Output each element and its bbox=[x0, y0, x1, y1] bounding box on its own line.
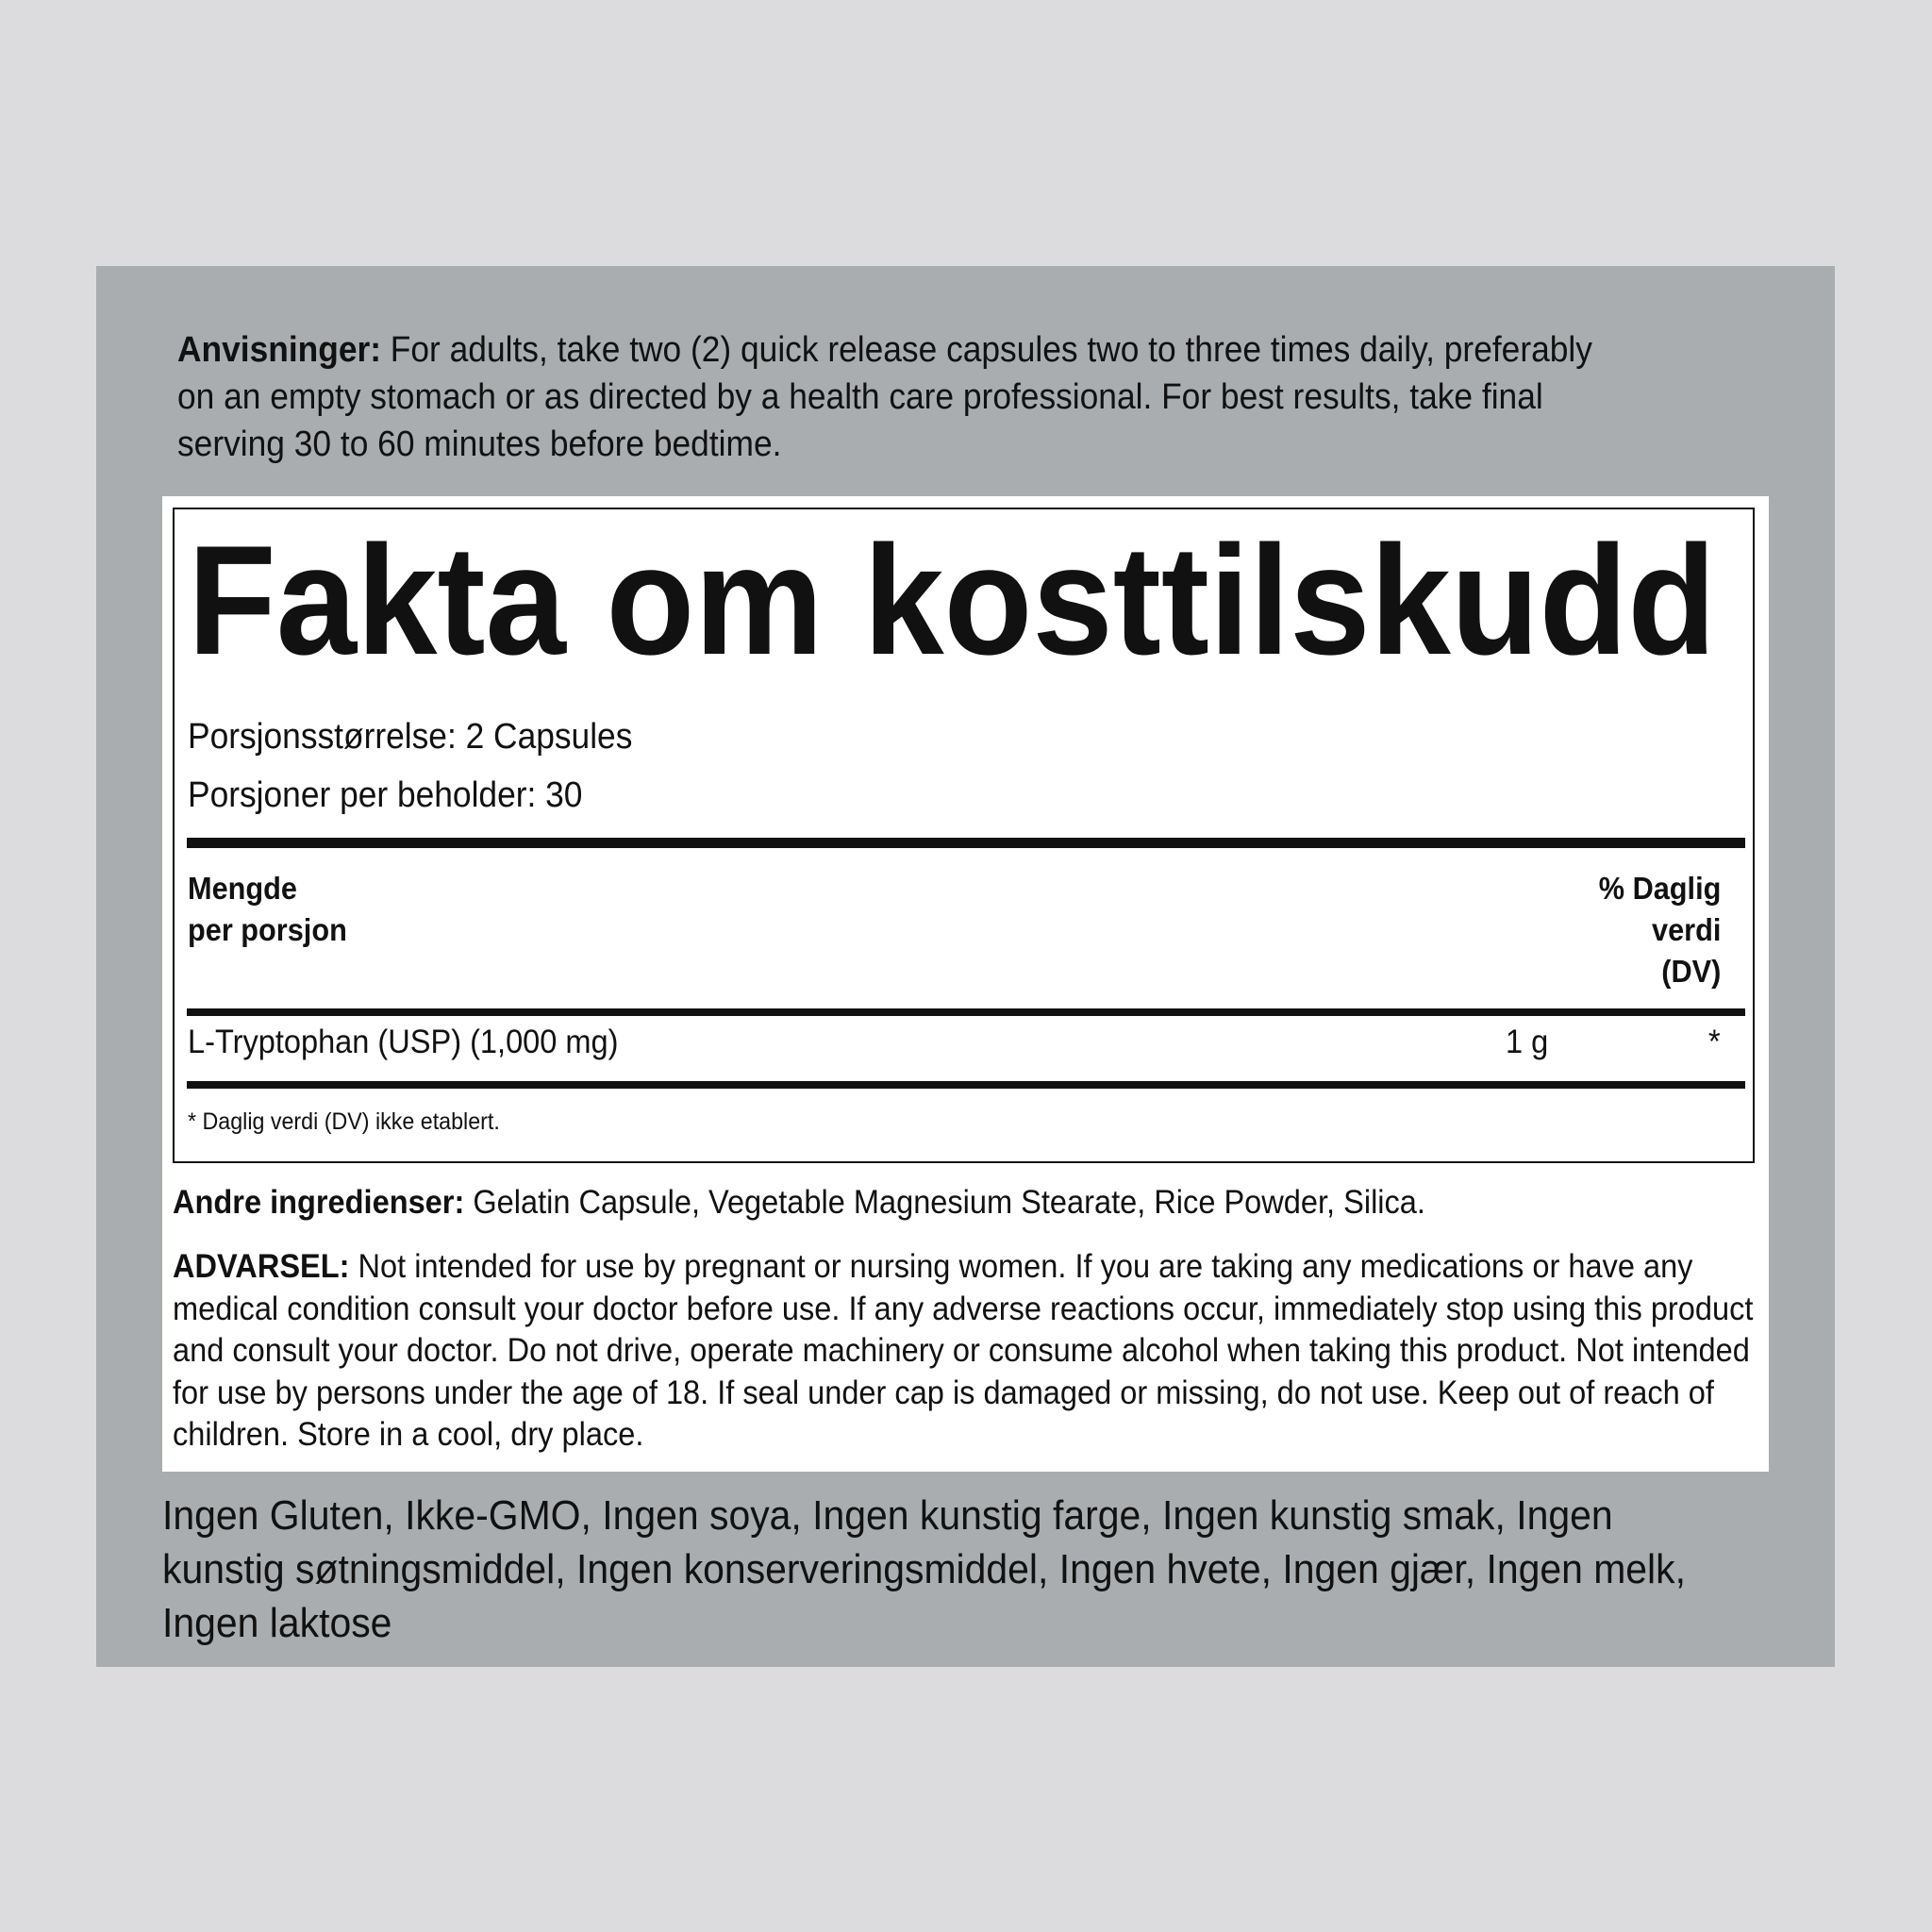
other-ingredients-heading: Andre ingredienser: bbox=[173, 1184, 465, 1221]
thick-divider-bottom bbox=[187, 1081, 1745, 1089]
thick-divider-top bbox=[187, 838, 1745, 848]
warning-text bbox=[173, 1246, 1770, 1457]
dv-footnote: * Daglig verdi (DV) ikke etablert. bbox=[188, 1108, 500, 1135]
other-ingredients-list: Gelatin Capsule, Vegetable Magnesium Stearate, Rice Powder, Silica. bbox=[464, 1184, 1425, 1221]
amount-header-line-2: per porsjon bbox=[188, 912, 347, 947]
daily-value-header bbox=[1598, 868, 1721, 992]
amount-header-line-1: Mengde bbox=[188, 871, 297, 906]
dv-header-line-2: verdi bbox=[1651, 912, 1721, 947]
medium-divider bbox=[187, 1008, 1745, 1016]
free-from-claims: Ingen Gluten, Ikke-GMO, Ingen soya, Ingen kunstig farge, Ingen kunstig smak, Ingen kunstig søtningsmiddel, Ingen konserveringsmiddel, Ingen hvete, Ingen gjær, Ingen melk, Ingen laktose bbox=[162, 1492, 1686, 1646]
dv-header-line-1: % Daglig bbox=[1598, 871, 1721, 906]
nutrient-amount: 1 g bbox=[1506, 1024, 1549, 1060]
directions-body: For adults, take two (2) quick release capsules two to three times daily, preferably on an empty stomach or as directed by a health care professional. For best results, take final serving 30 to 60 minutes before bedtime. bbox=[177, 330, 1592, 464]
serving-size: Porsjonsstørrelse: 2 Capsules bbox=[188, 717, 633, 757]
dv-header-line-3: (DV) bbox=[1660, 954, 1721, 989]
directions-heading: Anvisninger: bbox=[177, 330, 381, 370]
other-ingredients bbox=[173, 1182, 1646, 1224]
facts-title: Fakta om kosttilskudd bbox=[188, 513, 1717, 687]
nutrient-name: L-Tryptophan (USP) (1,000 mg) bbox=[188, 1024, 619, 1060]
servings-per-container: Porsjoner per beholder: 30 bbox=[188, 775, 583, 815]
directions-text bbox=[177, 326, 1616, 468]
warning-body: Not intended for use by pregnant or nursing women. If you are taking any medications or have any medical condition consult your doctor before use. If any adverse reactions occur, immediately stop using this product and consult your doctor. Do not drive, operate machinery or consume alcohol when taking this product. Not intended for use by persons under the age of 18. If seal under cap is damaged or missing, do not use. Keep out of reach of children. Store in a cool, dry place. bbox=[173, 1248, 1754, 1453]
nutrient-daily-value: * bbox=[1708, 1024, 1721, 1060]
amount-per-serving-header bbox=[188, 868, 347, 951]
warning-heading: ADVARSEL: bbox=[173, 1248, 350, 1285]
supplement-facts-box bbox=[173, 508, 1755, 1163]
